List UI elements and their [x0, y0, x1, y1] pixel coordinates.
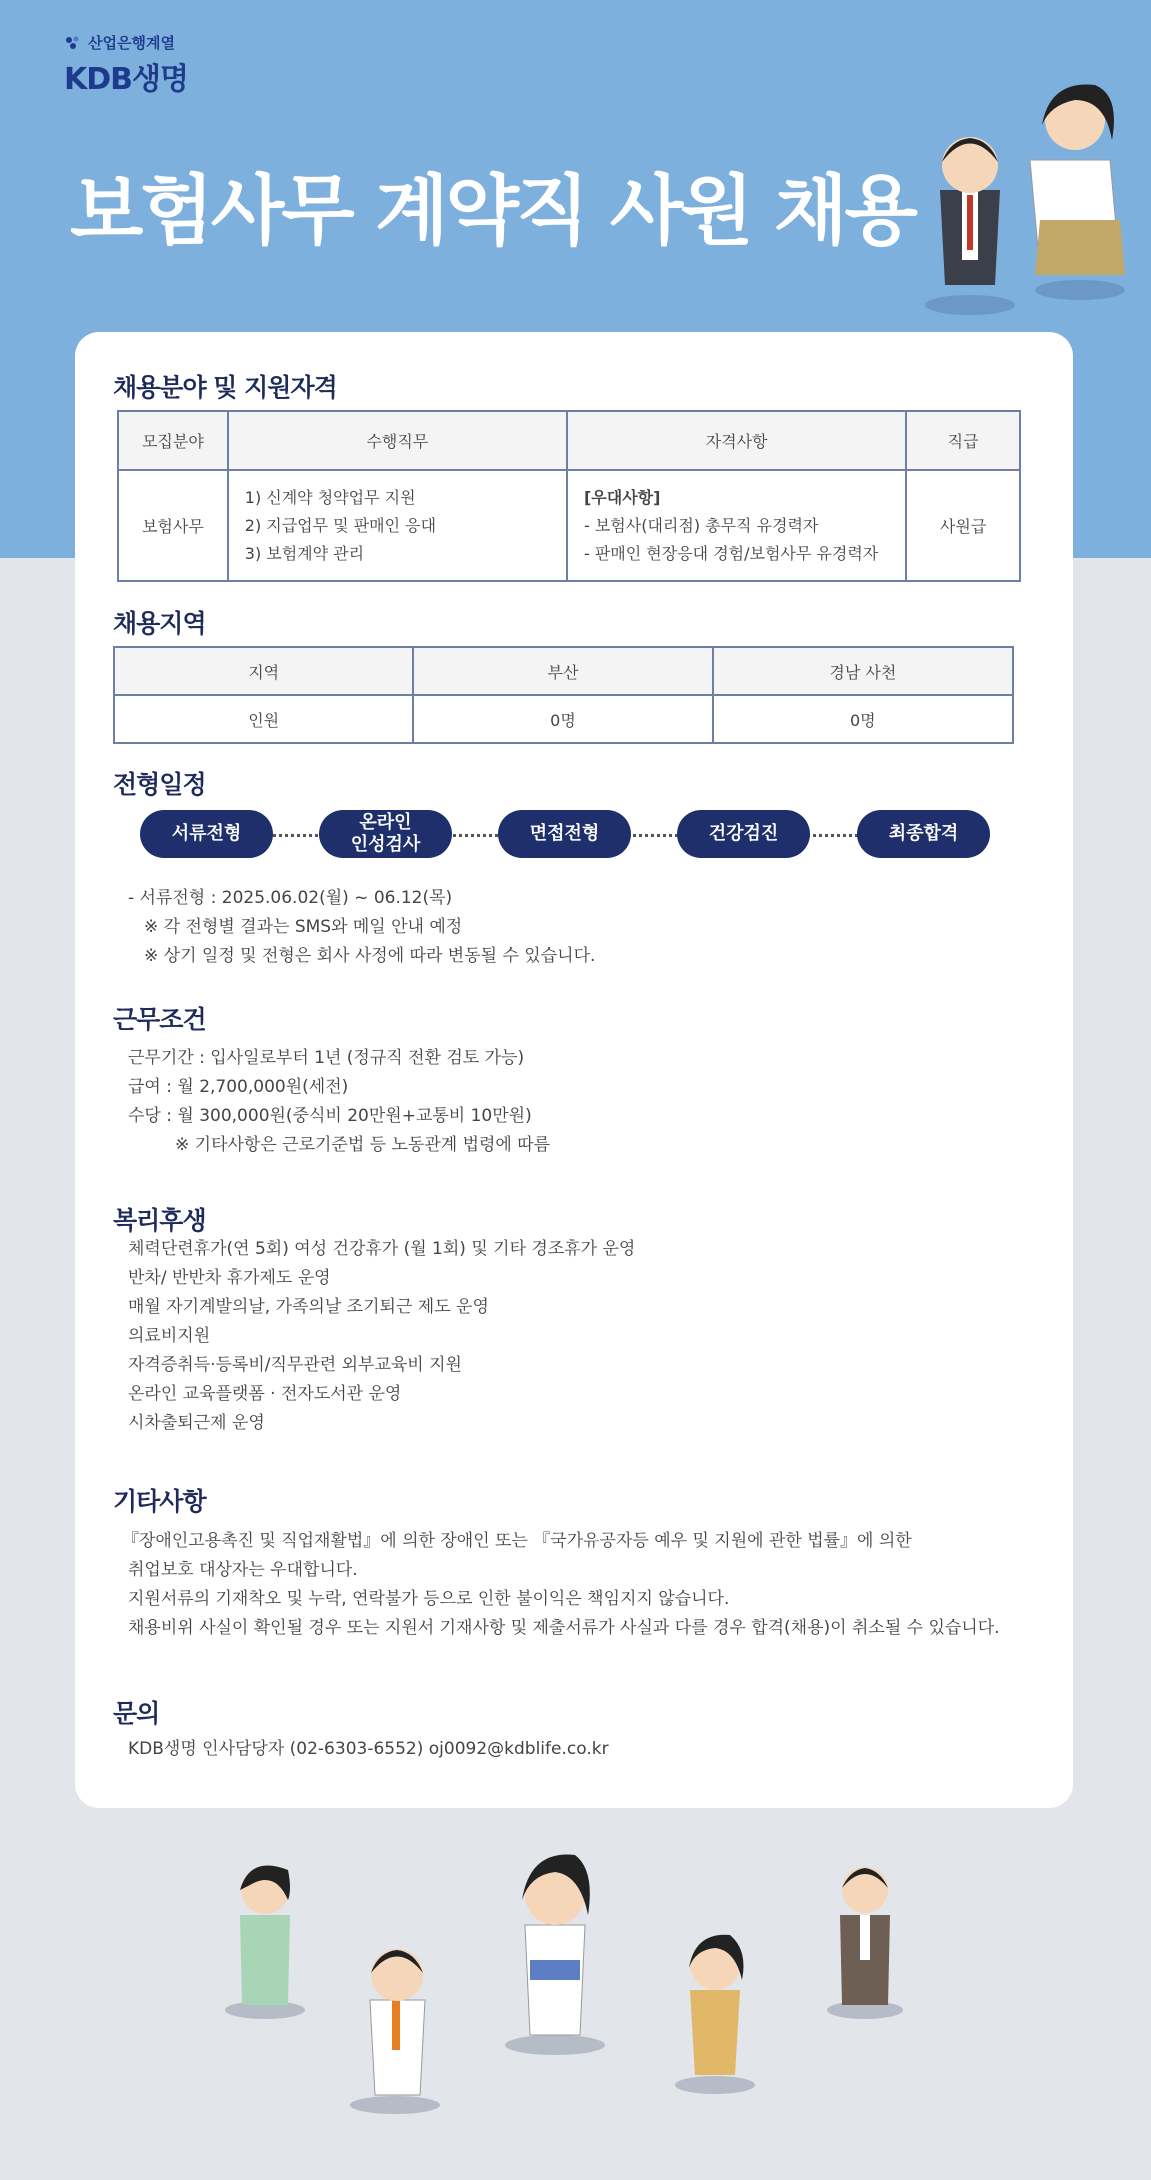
- etc-section-title: 기타사항: [113, 1487, 206, 1516]
- contact-info: [128, 1735, 609, 1764]
- step-document: 서류전형: [140, 810, 273, 858]
- condition-item: 수당 : 월 300,000원(중식비 20만원+교통비 10만원): [128, 1106, 532, 1126]
- duty-item: 1) 신계약 청약업무 지원: [244, 487, 416, 507]
- welfare-item: 시차출퇴근제 운영: [128, 1413, 265, 1433]
- businesspeople-illustration: [880, 70, 1140, 320]
- region-busan-count: 0명: [413, 695, 712, 743]
- field-header-area: 모집분야: [118, 411, 228, 470]
- etc-list: [122, 1527, 1062, 1643]
- logo-subtitle: 산업은행계열: [88, 34, 175, 52]
- field-header-qualification: 자격사항: [567, 411, 906, 470]
- etc-item: 지원서류의 기재착오 및 누락, 연락불가 등으로 인한 불이익은 책임지지 않습니다.: [128, 1589, 730, 1609]
- condition-note: ※ 기타사항은 근로기준법 등 노동관계 법령에 따름: [175, 1135, 551, 1155]
- field-grade: 사원급: [906, 470, 1020, 581]
- qualification-item: - 판매인 현장응대 경험/보험사무 유경력자: [583, 543, 879, 563]
- field-header-duty: 수행직무: [228, 411, 567, 470]
- condition-item: 근무기간 : 입사일로부터 1년 (정규직 전환 검토 가능): [128, 1048, 525, 1068]
- schedule-note: ※ 상기 일정 및 전형은 회사 사정에 따라 변동될 수 있습니다.: [144, 946, 596, 966]
- region-header-label: 지역: [114, 647, 413, 695]
- region-header-sacheon: 경남 사천: [713, 647, 1013, 695]
- welfare-item: 자격증취득·등록비/직무관련 외부교육비 지원: [128, 1355, 462, 1375]
- schedule-section-title: 전형일정: [113, 770, 206, 799]
- condition-item: 급여 : 월 2,700,000원(세전): [128, 1077, 349, 1097]
- welfare-item: 반차/ 반반차 휴가제도 운영: [128, 1268, 331, 1288]
- field-header-grade: 직급: [906, 411, 1020, 470]
- kdb-logo-icon: [64, 35, 82, 51]
- welfare-item: 매월 자기계발의날, 가족의날 조기퇴근 제도 운영: [128, 1297, 489, 1317]
- selection-steps: [140, 810, 990, 860]
- step-interview: 면접전형: [498, 810, 631, 858]
- step-health-check: 건강검진: [677, 810, 810, 858]
- logo-name: KDB생명: [64, 62, 188, 97]
- schedule-note: ※ 각 전형별 결과는 SMS와 메일 안내 예정: [144, 917, 463, 937]
- region-row-label: 인원: [114, 695, 413, 743]
- preference-heading: [우대사항]: [583, 487, 661, 507]
- etc-item: 취업보호 대상자는 우대합니다.: [128, 1560, 358, 1580]
- welfare-section-title: 복리후생: [113, 1206, 206, 1235]
- qualification-item: - 보험사(대리점) 총무직 유경력자: [583, 515, 819, 535]
- region-section-title: 채용지역: [113, 609, 206, 638]
- region-table: [113, 646, 1014, 744]
- duty-item: 3) 보험계약 관리: [244, 543, 365, 563]
- conditions-list: [128, 1044, 550, 1160]
- field-qualifications: [567, 470, 906, 581]
- welfare-item: 의료비지원: [128, 1326, 211, 1346]
- field-area: 보험사무: [118, 470, 228, 581]
- step-online-test: 온라인 인성검사: [319, 810, 452, 858]
- page-title: 보험사무 계약직 사원 채용: [70, 166, 915, 255]
- company-logo: [64, 32, 188, 98]
- region-sacheon-count: 0명: [713, 695, 1013, 743]
- welfare-list: [128, 1235, 635, 1438]
- schedule-note: - 서류전형 : 2025.06.02(월) ~ 06.12(목): [128, 888, 453, 908]
- conditions-section-title: 근무조건: [113, 1005, 206, 1034]
- field-section-title: 채용분야 및 지원자격: [113, 373, 337, 402]
- contact-section-title: 문의: [113, 1699, 160, 1728]
- etc-item: 채용비위 사실이 확인될 경우 또는 지원서 기재사항 및 제출서류가 사실과 다를 경우 합격(채용)이 취소될 수 있습니다.: [128, 1618, 1000, 1638]
- employees-illustration: [210, 1840, 930, 2120]
- region-header-busan: 부산: [413, 647, 712, 695]
- etc-item: 『장애인고용촉진 및 직업재활법』에 의한 장애인 또는 『국가유공자등 예우 및 지원에 관한 법률』에 의한: [122, 1531, 912, 1551]
- welfare-item: 온라인 교육플랫폼 · 전자도서관 운영: [128, 1384, 402, 1404]
- contact-line: KDB생명 인사담당자 (02-6303-6552) oj0092@kdblife.co.kr: [128, 1739, 609, 1759]
- schedule-notes: [128, 884, 595, 971]
- content-card: [75, 332, 1073, 1808]
- welfare-item: 체력단련휴가(연 5회) 여성 건강휴가 (월 1회) 및 기타 경조휴가 운영: [128, 1239, 636, 1259]
- duty-item: 2) 지급업무 및 판매인 응대: [244, 515, 437, 535]
- step-final: 최종합격: [857, 810, 990, 858]
- field-table: [117, 410, 1021, 582]
- field-duties: [228, 470, 567, 581]
